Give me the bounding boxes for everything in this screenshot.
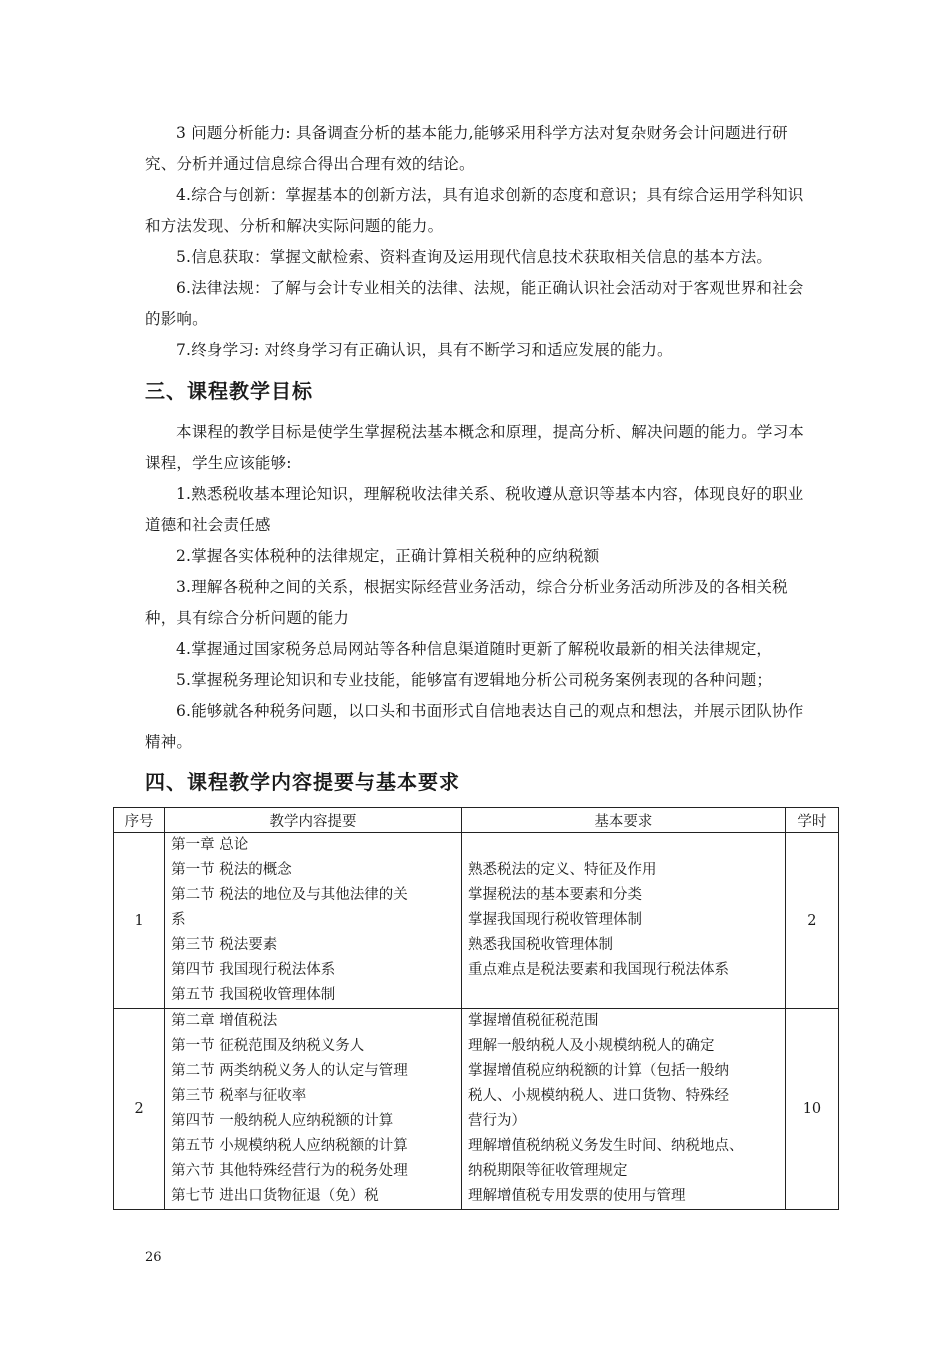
content-line: 第七节 进出口货物征退（免）税 xyxy=(171,1188,379,1204)
section-heading-4: 四、课程教学内容提要与基本要求 xyxy=(145,770,460,794)
requirement-line: 掌握税法的基本要素和分类 xyxy=(467,887,642,903)
content-line: 第五节 小规模纳税人应纳税额的计算 xyxy=(171,1138,408,1154)
content-line: 系 xyxy=(171,912,186,928)
requirement-line: 掌握我国现行税收管理体制 xyxy=(467,912,642,928)
header-requirements: 基本要求 xyxy=(461,808,785,833)
row-requirements-cell xyxy=(461,833,785,1009)
section-heading-3: 三、课程教学目标 xyxy=(145,379,313,403)
content-line: 第五节 我国税收管理体制 xyxy=(171,987,336,1003)
paragraph-law: 6.法律法规：了解与会计专业相关的法律、法规，能正确认识社会活动对于客观世界和社会的影响。 xyxy=(145,279,804,328)
content-line: 第三节 税率与征收率 xyxy=(171,1088,307,1104)
requirement-line: 营行为） xyxy=(467,1113,526,1129)
requirement-line: 熟悉我国税收管理体制 xyxy=(467,937,613,953)
content-line: 第二节 税法的地位及与其他法律的关 xyxy=(171,887,408,903)
row-hours: 10 xyxy=(785,1009,838,1210)
paragraph-goal-4: 4.掌握通过国家税务总局网站等各种信息渠道随时更新了解税收最新的相关法律规定， xyxy=(176,640,773,658)
requirement-line: 税人、小规模纳税人、进口货物、特殊经 xyxy=(467,1088,729,1104)
content-line: 第三节 税法要素 xyxy=(171,937,278,953)
requirement-line: 理解增值税专用发票的使用与管理 xyxy=(467,1188,686,1204)
row-number: 2 xyxy=(114,1009,165,1210)
paragraph-goal-3: 3.理解各税种之间的关系，根据实际经营业务活动，综合分析业务活动所涉及的各相关税种，具有综合分析问题的能力 xyxy=(145,578,788,627)
content-line: 第一节 征税范围及纳税义务人 xyxy=(171,1038,365,1054)
paragraph-goal-5: 5.掌握税务理论知识和专业技能，能够富有逻辑地分析公司税务案例表现的各种问题； xyxy=(176,671,773,689)
paragraph-information: 5.信息获取：掌握文献检索、资料查询及运用现代信息技术获取相关信息的基本方法。 xyxy=(176,248,773,266)
table-row xyxy=(114,1009,839,1210)
requirement-line: 理解增值税纳税义务发生时间、纳税地点、 xyxy=(467,1138,744,1154)
content-line: 第一章 总论 xyxy=(171,837,249,853)
page-number: 26 xyxy=(145,1250,162,1265)
content-line: 第六节 其他特殊经营行为的税务处理 xyxy=(171,1163,408,1179)
requirement-line: 重点难点是税法要素和我国现行税法体系 xyxy=(467,962,729,978)
paragraph-innovation: 4.综合与创新：掌握基本的创新方法，具有追求创新的态度和意识；具有综合运用学科知识和方法发现、分析和解决实际问题的能力。 xyxy=(145,186,804,235)
header-content: 教学内容提要 xyxy=(165,808,462,833)
header-hours: 学时 xyxy=(785,808,838,833)
paragraph-goal-2: 2.掌握各实体税种的法律规定，正确计算相关税种的应纳税额 xyxy=(176,547,600,565)
content-line: 第二节 两类纳税义务人的认定与管理 xyxy=(171,1063,408,1079)
paragraph-lifelong-learning: 7.终身学习: 对终身学习有正确认识，具有不断学习和适应发展的能力。 xyxy=(176,341,673,359)
paragraph-goal-6: 6.能够就各种税务问题，以口头和书面形式自信地表达自己的观点和想法，并展示团队协作精神。 xyxy=(145,702,804,751)
table-row xyxy=(114,833,839,1009)
row-hours: 2 xyxy=(785,833,838,1009)
row-number: 1 xyxy=(114,833,165,1009)
paragraph-goal-intro: 本课程的教学目标是使学生掌握税法基本概念和原理，提高分析、解决问题的能力。学习本课程，学生应该能够: xyxy=(145,423,805,472)
row-requirements-cell xyxy=(461,1009,785,1210)
course-content-table xyxy=(113,807,839,1210)
requirement-line: 掌握增值税征税范围 xyxy=(467,1013,599,1029)
table-header-row xyxy=(114,808,839,833)
paragraph-goal-1: 1.熟悉税收基本理论知识，理解税收法律关系、税收遵从意识等基本内容，体现良好的职业道德和社会责任感 xyxy=(145,485,804,534)
header-number: 序号 xyxy=(114,808,165,833)
requirement-line: 纳税期限等征收管理规定 xyxy=(467,1163,628,1179)
requirement-line: 掌握增值税应纳税额的计算（包括一般纳 xyxy=(467,1063,729,1079)
paragraph-problem-analysis: 3 问题分析能力: 具备调查分析的基本能力,能够采用科学方法对复杂财务会计问题进行研究、分析并通过信息综合得出合理有效的结论。 xyxy=(145,124,788,173)
content-line: 第二章 增值税法 xyxy=(171,1013,278,1029)
content-line: 第四节 一般纳税人应纳税额的计算 xyxy=(171,1113,394,1129)
row-content-cell xyxy=(165,833,462,1009)
requirement-line: 熟悉税法的定义、特征及作用 xyxy=(467,862,657,878)
requirement-line: 理解一般纳税人及小规模纳税人的确定 xyxy=(467,1038,715,1054)
content-line: 第一节 税法的概念 xyxy=(171,862,292,878)
row-content-cell xyxy=(165,1009,462,1210)
content-line: 第四节 我国现行税法体系 xyxy=(171,962,336,978)
